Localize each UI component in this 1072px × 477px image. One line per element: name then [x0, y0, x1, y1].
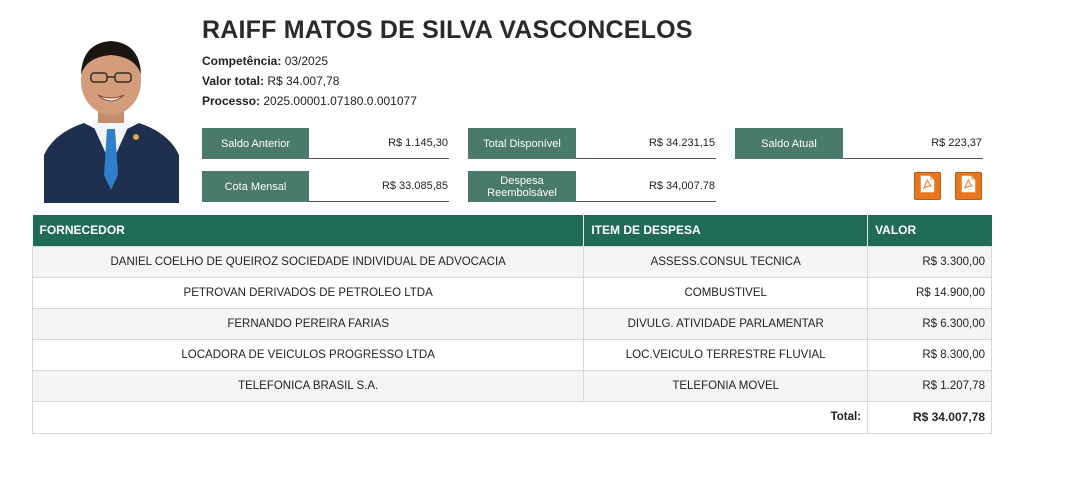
despesa-label-line2: Reembolsável: [487, 186, 557, 199]
saldo-atual-value: R$ 223,37: [843, 128, 983, 159]
pdf-file-icon: [961, 175, 976, 198]
total-disponivel-value: R$ 34.231,15: [576, 128, 716, 159]
valor-cell: R$ 1.207,78: [868, 370, 992, 401]
deputy-portrait: [44, 25, 179, 203]
pdf-download-button-2[interactable]: [955, 172, 982, 200]
cota-mensal-label: Cota Mensal: [202, 171, 309, 202]
fornecedor-cell: TELEFONICA BRASIL S.A.: [33, 370, 584, 401]
item-despesa-cell: ASSESS.CONSUL TECNICA: [584, 246, 868, 277]
pdf-file-icon: [920, 175, 935, 198]
total-value: R$ 34.007,78: [868, 401, 992, 433]
total-label: Total:: [33, 401, 868, 433]
pdf-download-button-1[interactable]: [914, 172, 941, 200]
total-disponivel-box: [468, 128, 716, 159]
saldo-anterior-value: R$ 1.145,30: [309, 128, 449, 159]
fornecedor-cell: FERNANDO PEREIRA FARIAS: [33, 308, 584, 339]
deputy-name: RAIFF MATOS DE SILVA VASCONCELOS: [202, 16, 693, 44]
total-disponivel-label: Total Disponível: [468, 128, 576, 159]
competencia-label: Competência:: [202, 54, 282, 68]
item-despesa-cell: LOC.VEICULO TERRESTRE FLUVIAL: [584, 339, 868, 370]
processo-label: Processo:: [202, 94, 261, 108]
table-row: [33, 277, 992, 308]
cota-mensal-box: [202, 171, 449, 202]
competencia-value: 03/2025: [284, 54, 329, 68]
table-row: [33, 308, 992, 339]
saldo-atual-box: [735, 128, 983, 159]
table-total-row: [33, 401, 992, 433]
fornecedor-cell: LOCADORA DE VEICULOS PROGRESSO LTDA: [33, 339, 584, 370]
expenses-table: [32, 215, 992, 434]
valor-total-line: [202, 74, 339, 88]
item-despesa-cell: DIVULG. ATIVIDADE PARLAMENTAR: [584, 308, 868, 339]
competencia-line: [202, 54, 328, 68]
item-despesa-cell: TELEFONIA MOVEL: [584, 370, 868, 401]
processo-line: [202, 94, 417, 108]
table-row: [33, 339, 992, 370]
saldo-anterior-label: Saldo Anterior: [202, 128, 309, 159]
table-row: [33, 246, 992, 277]
valor-cell: R$ 3.300,00: [868, 246, 992, 277]
header-item-despesa: ITEM DE DESPESA: [584, 215, 868, 246]
despesa-reembolsavel-box: [468, 171, 716, 202]
table-header-row: [33, 215, 992, 246]
valor-total-value: R$ 34.007,78: [267, 74, 340, 88]
saldo-anterior-box: [202, 128, 449, 159]
despesa-reembolsavel-value: R$ 34,007.78: [576, 171, 716, 202]
table-row: [33, 370, 992, 401]
despesa-reembolsavel-label: [468, 171, 576, 202]
processo-value: 2025.00001.07180.0.001077: [263, 94, 417, 108]
valor-cell: R$ 8.300,00: [868, 339, 992, 370]
fornecedor-cell: DANIEL COELHO DE QUEIROZ SOCIEDADE INDIVIDUAL DE ADVOCACIA: [33, 246, 584, 277]
valor-total-label: Valor total:: [202, 74, 265, 88]
valor-cell: R$ 6.300,00: [868, 308, 992, 339]
saldo-atual-label: Saldo Atual: [735, 128, 843, 159]
cota-mensal-value: R$ 33.085,85: [309, 171, 449, 202]
despesa-label-line1: Despesa: [500, 174, 544, 187]
valor-cell: R$ 14.900,00: [868, 277, 992, 308]
item-despesa-cell: COMBUSTIVEL: [584, 277, 868, 308]
header-fornecedor: FORNECEDOR: [33, 215, 584, 246]
fornecedor-cell: PETROVAN DERIVADOS DE PETROLEO LTDA: [33, 277, 584, 308]
header-valor: VALOR: [868, 215, 992, 246]
